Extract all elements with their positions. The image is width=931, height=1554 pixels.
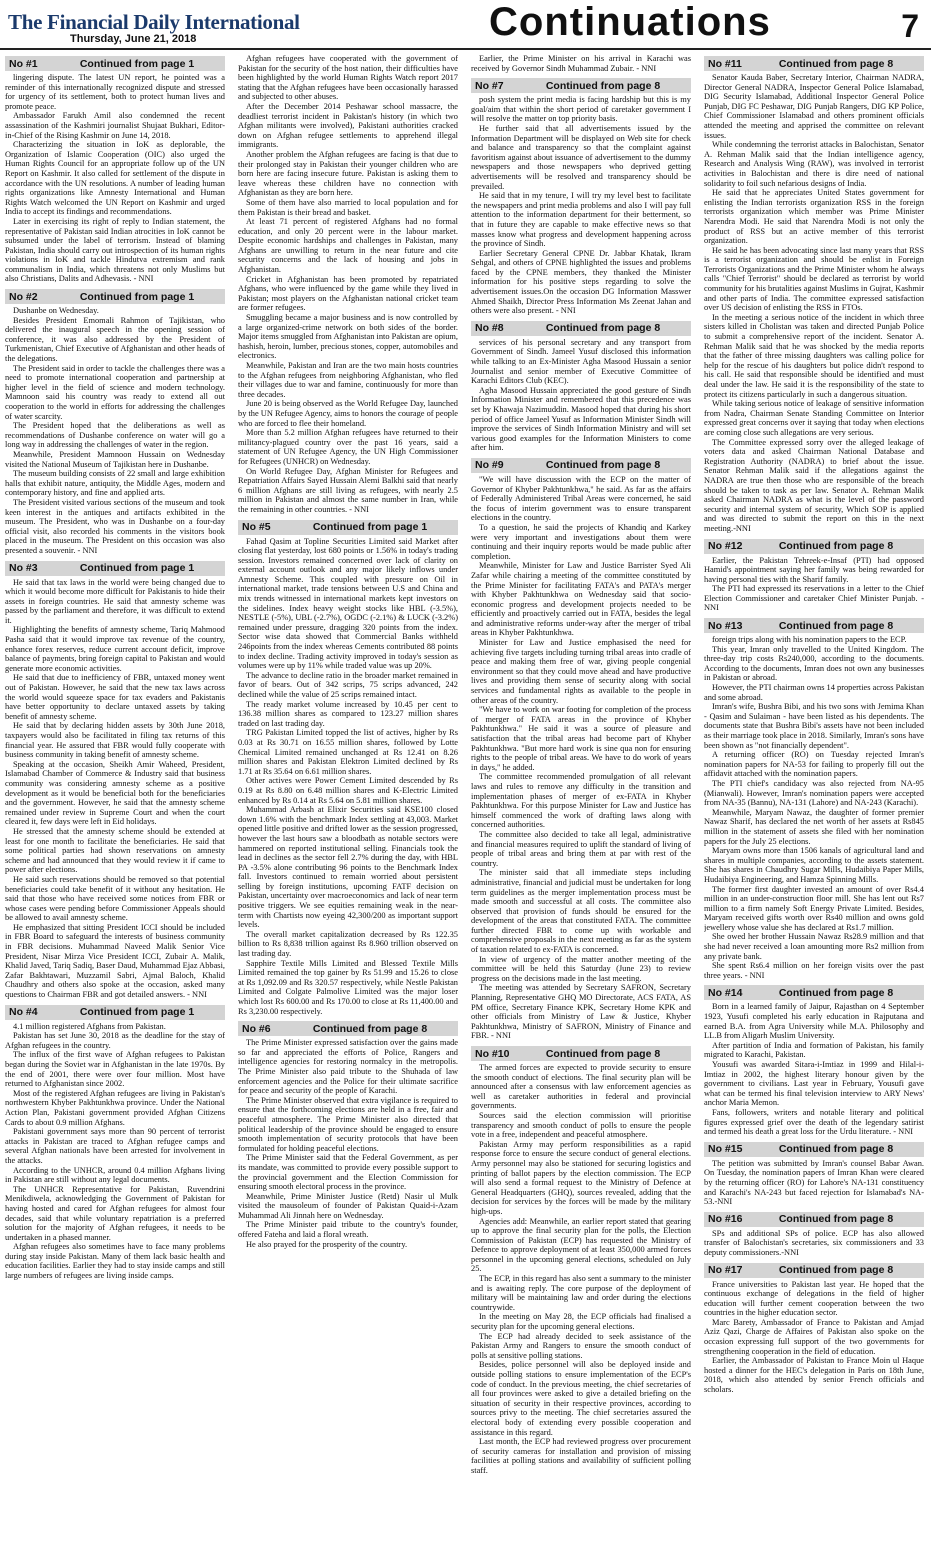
paragraph: lingering dispute. The latest UN report, he pointed was a reminder of this internationally recognized dispute and stressed for urgency of its settlement, both to protect human lives and promote peace. (5, 73, 225, 111)
story (704, 539, 924, 614)
story-header (704, 1263, 924, 1278)
paragraph: After partition of India and formation of Pakistan, his family migrated to Karachi, Pakistan. (704, 1040, 924, 1060)
paragraph: The petition was submitted by Imran's counsel Babar Awan. On Tuesday, the nomination papers of Imran Khan were cleared by the returning officer (RO) for Lahore's NA-131 constituency and Karachi's NA-243 but faced rejection for Islamabad's NA-53.-NNI (704, 1158, 924, 1207)
story-header (704, 985, 924, 1000)
paragraph: He also prayed for the prosperity of the country. (246, 1239, 408, 1249)
story-number: No #12 (708, 540, 743, 552)
paragraph: Characterizing the situation in IoK as deplorable, the Organization of Islamic Cooperation (OIC) also urged the Human Rights Council for an appropriate follow up of the UN Report on Kashmir. It also called for settlement of the dispute in accordance with the UN resolutions. A number of leading human rights organizations like Amnesty International and Human Rights Watch welcomed the UN Report on Kashmir and urged India to accept its findings and recommendations. (5, 140, 225, 217)
column-2 (238, 54, 458, 1548)
paragraph: He said such reservations should be removed so that potential beneficiaries could take benefit of it without any hesitation. He said that those who have received some notices from FBR or whose cases were pending before Commissioner Appeals should be allowed to avail amnesty scheme. (5, 874, 225, 923)
paragraph: The former first daughter invested an amount of over Rs4.4 million in an under-construction floor mill. She has lent out Rs7 million to a firm namely Soft Energy Private Limited. Besides, Maryam received gifts worth over Rs40 million and owns gold jewellery whose value she has declared at Rs1.7 million. (704, 884, 924, 932)
paragraph: The committee recommended promulgation of all relevant laws and rules to remove any difficulty in the transition and implementation phases of merger of ex-FATA in Khyber Pakhtunkhwa. For this purpose Minister for Law and Justice has himself commenced the work of drafting laws along with concerned authorities. (471, 772, 691, 830)
paragraph: Earlier Secretary General CPNE Dr. Jabbar Khatak, Ikram Sehgal, and others of CPNE highlighted the issues and problems faced by the CPNE members, they thanked the Minister information for his positive steps regarding to solve the advertisement issues.On the occasion DG Information Masswer Ahmed Shaikh, Director Press Information Ms Zeenat Jahan and others were also present. - NNI (471, 248, 691, 316)
continued-from-label: Continued from page 1 (79, 57, 195, 70)
paragraph: However, the PTI chairman owns 14 properties across Pakistan and some abroad. (704, 683, 924, 702)
paragraph: Fans, followers, writers and notable literary and political figures expressed grief over the death of the legendary satirist and termed his death a great loss for the Urdu literature. - NNI (704, 1107, 924, 1137)
paragraph: The President hoped that the deliberations as well as recommendations of Dushanbe conference on water will go a long way in addressing the challenges of water in the region. (5, 421, 225, 450)
paragraph: In the meeting a serious notice of the incident in which three sisters killed in Cholistan was taken and directed Punjab Police to submit a comprehensive report of the incident. Senator A. Rehman Malik said that he was shocked by the media reports that the father of three missing daughters was calling police for help for the rescue of his daughters but police didn't respond to his call. He said that responsible should be identified and must deal under the law. He said it is the responsibility of the state to protect its citizens particularly in such a dangerous situation. (704, 312, 924, 399)
paragraph: He said that by declaring hidden assets by 30th June 2018, taxpayers would also be facilitated in filing tax returns of this financial year. He assured that FBR would fully cooperate with business community in taking benefit of amnesty scheme. (5, 721, 225, 760)
paragraph: France universities to Pakistan last year. He hoped that the continuous exchange of delegations in the field of higher education will further cement cooperation between the two countries in the higher education sector. (704, 1279, 924, 1318)
paragraph: The President visited various sections of the museum and took keen interest in the antiques and artifacts exhibited in the museum. The President, who was in Dushanbe on a four-day official visit, also recorded his comments in the visitors book placed in the museum. The President on this occasion was also presented a souvenir. - NNI (5, 497, 225, 555)
paragraph: The Prime Minister paid tribute to the country's founder, offered Fateha and laid a floral wreath. (238, 1220, 458, 1240)
paragraph: Earlier, the Ambassador of Pakistan to France Moin ul Haque hosted a dinner for the HEC's delegation in Paris on 18th June, 2018, which also attended by senior French officials and scholars. (704, 1356, 924, 1395)
paragraph: In the meeting on May 28, the ECP officials had finalised a security plan for the upcoming general elections. (471, 1312, 691, 1332)
paragraph: Later in exercising its right of reply to Indian statement, the representative of Pakistan said Indian atrocities in IoK cannot be subsumed under the label of terrorism. Instead of blaming Pakistan, India should carry out introspection of its human rights violations in IoK and tackle Hindutva extremism and rank communalism in India, which threatens not only Muslims but also Christians, Dalits and Adhevasis. - NNI (5, 216, 225, 284)
news-columns (5, 54, 926, 1548)
paragraph: SPs and additional SPs of police. ECP has also allowed transfer of Balochistan's secretaries, six commissioners and 33 deputy commissioners.-NNI (704, 1228, 924, 1257)
paragraph: Besides President Emomali Rahmon of Tajikistan, who delivered the inaugural speech in the opening session of conference, it was also addressed by the President of Turkmenistan, Chief Executive of Afghanistan and other heads of the delegations. (5, 315, 225, 364)
story-header (471, 321, 691, 336)
paragraph: The meeting was attended by Secretary SAFRON, Secretary Planning, Representative GHQ MO Directorate, ACS FATA, AS PM office, Secretary Finance KPK, Secretary Home KPK and other officials from Ministry of Law & Justice, Khyber Pakhtunkhwa, Ministry of SAFRON, Ministry of Finance and FBR. - NNI (471, 983, 691, 1041)
paragraph: Meanwhile, Maryam Nawaz, the daughter of former premier Nawaz Sharif, has declared the net worth of her assets at Rs845 million in the statement of assets she filed with her nomination papers for the July 25 elections. (704, 807, 924, 846)
paragraph: On World Refugee Day, Afghan Minister for Refugees and Repatriation Affairs Sayed Hussain Alemi Balkhi said that nearly 6 million Afghans are still living as refugees, with nearly 2.5 million in Pakistan and almost the same number in Iran, while the remaining in other countries. - NNI (238, 466, 458, 514)
continued-from-label: Continued from page 1 (79, 1006, 195, 1019)
paragraph: Highlighting the benefits of amnesty scheme, Tariq Mahmood Pasha said that it would improve tax revenue of the country, enhance forex reserves, reduce current account deficit, improve balance of payments, bring foreign capital to Pakistan and would generate more economic activities. (5, 625, 225, 673)
story (5, 561, 225, 1000)
continued-from-label: Continued from page 8 (778, 1213, 894, 1226)
continued-from-label: Continued from page 8 (778, 1143, 894, 1156)
continued-from-label: Continued from page 8 (778, 540, 894, 552)
paragraph: A returning officer (RO) on Tuesday rejected Imran's nomination papers for NA-53 for failing to properly fill out the affidavit attached with the nomination papers. (704, 750, 924, 779)
paragraph: Maryam owns more than 1506 kanals of agricultural land and shares in multiple companies, according to the assets statement. She has shares in Chaudhry Sugar Mills, Hudaibiya Paper Mills, Hudaibiya Engineering, and Hamza Spinning Mills. (704, 846, 924, 884)
continued-from-label: Continued from page 8 (545, 459, 661, 472)
paragraph: "We will have discussion with the ECP on the matter of Governor of Khyber Pakhtunkhwa," he said. As far as the affairs of Federally Administered Tribal Areas were concerned, he said the focus of interim government was to ensure transparent elections in the country. (471, 474, 691, 523)
story-header (5, 289, 225, 304)
story-number: No #8 (475, 322, 504, 335)
paragraph: services of his personal secretary and any transport from Government of Sindh. Jameel Yusuf disclosed this information while talking to an Ex-Minister Agha Masood Hussain a senior Journalist and senior member of Executive Committee of Karachi Editors Club (KEC). (471, 337, 691, 386)
story (471, 54, 691, 73)
dateline: Thursday, June 21, 2018 (70, 33, 197, 45)
continued-from-label: Continued from page 8 (778, 57, 894, 70)
paragraph: Cricket in Afghanistan has been promoted by repatriated Afghans, who were influenced by the game while they lived in Pakistan; most players on the Afghanistan national cricket team are former refugees. (238, 274, 458, 313)
story-header (704, 56, 924, 71)
paragraph: The PTI chief's candidacy was also rejected from NA-95 (Mianwali). However, Imran's nomination papers were accepted from NA-35 (Bannu), NA-131 (Lahore) and NA-243 (Karachi). (704, 778, 924, 808)
story (238, 54, 458, 515)
story-header (471, 78, 691, 93)
continued-from-label: Continued from page 8 (545, 79, 661, 92)
paragraph: He emphasized that sitting President ICCI should be included in FBR Board to safeguard the interests of business community in FBR decisions. Muhammad Naveed Malik Senior Vice President, Nisar Mirza Vice President ICCI, Zubair A. Malik, Khalid Javed, Tariq Sadiq, Baser Daud, Muhammad Ejaz Abbasi, Zafar Bakhtawari, Muzzamil Sabri, Ajmal Baloch, Khalid Chaudhry and others also spoke at the occasion, asked many questions to Chairman FBR and got detailed answers. - NNI (5, 922, 225, 1000)
paragraph: The President said in order to tackle the challenges there was a need to promote international cooperation and partnership at higher level in the field of science and modern technology. Mamnoon said his country was ready to extend all out cooperation to the world in efforts for addressing the challenges of water scarcity. (5, 363, 225, 421)
paragraph: Pakistan Army may perform responsibilities as a rapid response force to ensure the secure conduct of general elections. Army personnel may also be stationed for securing logistics and printing of ballot papers by the election commission. The ECP will also send a formal request to the Ministry of Defence at General Headquarters (GHQ), sources revealed, adding that the decision for services by the forces will be made by the military high-ups. (471, 1139, 691, 1216)
story (704, 618, 924, 980)
paragraph: TRG Pakistan Limited topped the list of actives, higher by Rs 0.03 at Rs 30.71 on 16.55 million shares, followed by Lotte Chemical Limited remained unchanged at Rs 12.41 on 8.26 million shares and Pakistan Elektron Limited declined by Rs 1.71 at Rs 35.64 on 6.61 million shares. (238, 728, 458, 776)
story-number: No #17 (708, 1264, 743, 1276)
paragraph: The committee also decided to take all legal, administrative and financial measures required to uplift the standard of living of people of tribal areas and bring them at par with rest of the country. (471, 829, 691, 868)
paragraph: Afghan refugees also sometimes have to face many problems during stay inside Pakistan. Many of them lack basic health and education facilities. Earlier they had to stay inside camps and still large numbers of refugees are living inside camps. (5, 1242, 225, 1281)
continued-from-label: Continued from page 8 (312, 1022, 428, 1035)
paragraph: The armed forces are expected to provide security to ensure the smooth conduct of elections. The final security plan will be announced after a consensus with law enforcement agencies as well as caretaker authorities in federal and provincial governments. (471, 1063, 691, 1111)
paragraph: Most of the registered Afghan refugees are living in Pakistan's northwestern Khyber Pakhtunkhwa province. Under the National Action Plan, Pakistani government provided Afghan Citizens Cards to about 0.9 million Afghans. (5, 1088, 225, 1127)
paragraph: The influx of the first wave of Afghan refugees to Pakistan began during the Soviet war in Afghanistan in the late 1970s. By the end of 2001, there were over four million. Most have returned to Afghanistan since 2002. (5, 1050, 225, 1089)
paragraph: Sources said the election commission will prioritise transparency and smooth conduct of polls to ensure the people vote in a free, independent and peaceful atmosphere. (471, 1110, 691, 1140)
story-header (704, 539, 924, 554)
paragraph: Fahad Qasim at Topline Securities Limited said Market after closing flat yesterday, lost 680 points or 1.56% in today's trading session. Investors remained concerned over lack of clarity on external account outlook and any major likely inflows under Amnesty Scheme. This coupled with pressure on Oil in international market, trade tensions between U.S and China and mix trends witnessed in international markets kept investors on the sidelines. Index heavy weight stocks like HBL (-3.5%), NESTLE (-5%), UBL (-2.7%), OGDC (-2.1%) & LUCK (-3.2%) remained under pressure, dragging 320 points from the index. Sector wise data showed that Commercial Banks withheld 246points from the index whereas Cements contributed 88 points to index decline. Trading activity improved in today's session as volumes were up by 11% while traded value was up 20%. (238, 536, 458, 671)
story (5, 1005, 225, 1281)
paragraph: The overall market capitalization decreased by Rs 122.35 billion to Rs 8,838 trillion against Rs 8.960 trillion observed on last trading day. (238, 929, 458, 959)
paragraph: Ambassador Farukh Amil also condemned the recent assassination of the Kashmiri journalist Shujaat Bukhari, Editor-in-Chief of the Rising Kashmir on June 14, 2018. (5, 111, 225, 140)
paragraph: The advance to decline ratio in the broader market remained in favor of bears. Out of 342 scrips, 75 scrips advanced, 242 declined while the value of 25 scrips remained intact. (238, 670, 458, 699)
paragraph: The Prime Minister observed that extra vigilance is required to ensure that the forthcoming elections are held in a free, fair and peaceful atmosphere. The Prime Minister also directed that political leadership of the province should be engaged to ensure smooth implementation of security protocols that have been formulated for holding peaceful elections. (238, 1095, 458, 1153)
story-header (238, 1021, 458, 1036)
paragraph: According to the UNHCR, around 0.4 million Afghans living in Pakistan are still without any legal documents. (5, 1165, 225, 1185)
paragraph: 4.1 million registered Afghans from Pakistan. (13, 1021, 166, 1031)
story (704, 56, 924, 534)
story (704, 1142, 924, 1207)
paragraph: Marc Barety, Ambassador of France to Pakistan and Amjad Aziz Qazi, Charge de Affaires of Pakistan also spoke on the occasion expressing full support of the two governments for strengthening cooperation in the field of education. (704, 1317, 924, 1356)
paragraph: Yousufi was awarded Sitara-i-Imtiaz in 1999 and Hilal-i-Imtiaz in 2002, the highest literary honour given by the government to civilians. Last year in February, Yousufi gave what can be termed his final television interview to ARY News' anchor Maria Memon. (704, 1060, 924, 1108)
paragraph: Other actives were Power Cement Limited descended by Rs 0.19 at Rs 8.80 on 6.48 million shares and K-Electric Limited enhanced by Rs 0.14 at Rs 5.64 on 5.81 million shares. (238, 776, 458, 805)
paragraph: The minister said that all immediate steps including administrative, financial and judicial must be undertaken for long term guidelines as the merger implementation process must be made smooth and successful at all costs. The committee also observed that provision of funds should be ensured for the development of the areas that constituted FATA. The committee further directed FBR to come up with workable and comprehensive proposals in the next meeting as far as the system of taxation related to ex-FATA is concerned. (471, 868, 691, 955)
paragraph: He said that he appreciates United States government for enlisting the Indian terrorists organization RSS in the foreign terrorists organization which member was Prime Minister Narendra Modi. He said that Narendra Modi is not only the product of RSS but an active member of this terrorist organization. (704, 188, 924, 246)
story-number: No #16 (708, 1213, 743, 1226)
story-header (471, 1046, 691, 1061)
continued-from-label: Continued from page 1 (312, 521, 428, 533)
story-number: No #14 (708, 986, 743, 999)
continued-from-label: Continued from page 8 (778, 619, 894, 632)
continued-from-label: Continued from page 1 (79, 290, 195, 303)
continued-from-label: Continued from page 8 (778, 986, 894, 999)
paragraph: Speaking at the occasion, Sheikh Amir Waheed, President, Islamabad Chamber of Commerce & Industry said that business community was considering amnesty scheme as a positive development as it would be beneficial both for the beneficiaries and the government. However, he said that the amnesty scheme remained under review in Supreme Court and when the court cleared it, few days were left in Eid holidays. (5, 759, 225, 827)
paragraph: Earlier, the Pakistan Tehreek-e-Insaf (PTI) had opposed Hamid's appointment saying her family was being rewarded for having personal ties with the Sharif family. (704, 555, 924, 584)
continued-from-label: Continued from page 8 (778, 1264, 894, 1276)
story-header (238, 520, 458, 535)
paragraph: She spent Rs6.4 million on her foreign visits over the past three years. - NNI (704, 961, 924, 980)
paragraph: Last month, the ECP had reviewed progress over procurement of security cameras for installation and provision of missing facilities at polling stations and availability of sufficient polling staff. (471, 1437, 691, 1475)
story (704, 1263, 924, 1395)
column-4 (704, 54, 924, 1548)
paragraph: Dushanbe on Wednesday. (13, 306, 99, 316)
story-number: No #13 (708, 619, 743, 632)
paragraph: Meanwhile, Pakistan and Iran are the two main hosts countries to the Afghan refugees from neighboring Afghanistan, who fled their villages due to war and famine, continuously for more than three decades. (238, 361, 458, 399)
story-header (5, 561, 225, 576)
story-number: No #5 (242, 521, 271, 533)
story-header (471, 458, 691, 473)
paragraph: The Prime Minister said that the Federal Government, as per its mandate, was committed to provide every possible support to the provincial government and the Election Commission for ensuring smooth electoral process in the province. (238, 1153, 458, 1192)
paragraph: To a question, he said the projects of Khandiq and Karkey were very important and investigations about them were continuing and their inquiry reports would be made public after completion. (471, 522, 691, 561)
paragraph: Sapphire Textile Mills Limited and Blessed Textile Mills Limited remained the top gainer by Rs 51.99 and 15.26 to close at Rs 1,092.09 and Rs 320.57 respectively, while Nestle Pakistan Limited and Colgate Palmolive Limited was the major loser which lost Rs 600.00 and Rs 170.00 to close at Rs 11,400.00 and Rs 3,230.00 respectively. (238, 958, 458, 1016)
story-header (5, 1005, 225, 1020)
story-number: No #15 (708, 1143, 743, 1156)
continued-from-label: Continued from page 8 (545, 1047, 661, 1060)
paragraph: The ECP had already decided to seek assistance of the Pakistan Army and Rangers to ensure the smooth conduct of polls at sensitive polling stations. (471, 1331, 691, 1360)
paragraph: posh system the print media is facing hardship but this is my goal/aim that within the short period of caretaker government I will resolve the matter on top priority basis. (471, 95, 691, 124)
story-number: No #6 (242, 1022, 271, 1035)
story (5, 289, 225, 555)
story-number: No #11 (708, 57, 742, 70)
story-header (5, 56, 225, 71)
paragraph: While condemning the terrorist attacks in Balochistan, Senator A. Rehman Malik said that the Indian intelligence agency, Research and Analysis Wing (RAW), was involved in terrorist activities in Balochistan and there is dire need of national solidarity to foil such nefarious designs of India. (704, 140, 924, 188)
story (704, 985, 924, 1136)
paragraph: Some of them have also married to local population and for them Pakistan is their bread and basket. (238, 197, 458, 217)
column-1 (5, 54, 225, 1548)
paragraph: June 20 is being observed as the World Refugee Day, launched by the UN Refugee Agency, aims to honors the courage of people who are forced to flee their homeland. (238, 399, 458, 428)
paragraph: Pakistani government says more than 90 percent of terrorist attacks in Pakistan are traced to Afghan refugee camps and several Afghan nationals have been arrested for involvement in the attacks. (5, 1127, 225, 1165)
section-title: Continuations (489, 0, 771, 44)
paragraph: While taking serious notice of leakage of sensitive information from Nadra, Chairman Senate Standing Committee on Interior expressed great concerns over it saying that today when elections are coming close such allegations are very serious. (704, 399, 924, 437)
paragraph: foreign trips along with his nomination papers to the ECP. (712, 635, 907, 645)
story-header (704, 618, 924, 633)
continued-from-label: Continued from page 1 (79, 562, 195, 574)
paragraph: This year, Imran only travelled to the United Kingdom. The three-day trip costs Rs240,000, according to the documents. According to the documents, Imran does not own any businesses in Pakistan or abroad. (704, 644, 924, 683)
paragraph: Meanwhile, Minister for Law and Justice Barrister Syed Ali Zafar while chairing a meeting of the committee constituted by the Prime Minister for facilitating FATA's and PATA's merger with Khyber Pakhtunkhwa on Wednesday said that socio-economic progress and development projects needed to be efficiently and proactively carried out in FATA, besides the legal and administrative reforms under-way after the merger of tribal areas in Khyber Pakhtunkhwa. (471, 561, 691, 638)
story (471, 458, 691, 1041)
paragraph: The museum building consists of 22 small and large exhibition halls that exhibit nature, antiquity, the Middle Ages, modern and contemporary history, and fine and applied arts. (5, 469, 225, 498)
story-header (704, 1142, 924, 1157)
paragraph: The ECP, in this regard has also sent a summary to the minister and is awaiting reply. The core purpose of the deployment of military will be maintaining law and order during the elections countrywide. (471, 1274, 691, 1312)
masthead (0, 0, 931, 50)
paragraph: Agha Masood Hussain appreciated the good gesture of Sindh Information Minister and remembered that this precedence was set by Khawaja Nazimuddin. Masood hoped that during his short period of office Jameel Yusuf as Information Minister Sindh will improve the services of Sindh Information Ministry and will set various good examples for the Information Ministers to come after him. (471, 385, 691, 453)
paragraph: Another problem the Afghan refugees are facing is that due to their prolonged stay in Pakistan their younger children who are born here are facing insecure future. Pakistan is asking them to leave whereas these children have no connection with Afghanistan as they are born here. (238, 149, 458, 198)
paragraph: In view of urgency of the matter another meeting of the committee will be held this Saturday (June 23) to review progress on the decisions made in the last meeting. (471, 954, 691, 983)
story-number: No #1 (9, 57, 38, 70)
paragraph: She owed her brother Hussain Nawaz Rs28.9 million and that she had never received a loan amounting more Rs2 million from any private bank. (704, 932, 924, 961)
story-number: No #3 (9, 562, 38, 574)
paragraph: He further said that all advertisements issued by the Information Department will be displayed on Web site for check and balance and transparency so that the complaint against favoritism against about issuance of advertisement to the dummy newspapers and those newspapers who deprived getting advertisements will be resolved and transparency should be prevailed. (471, 123, 691, 191)
story (471, 78, 691, 316)
column-3 (471, 54, 691, 1548)
story (238, 1021, 458, 1249)
page-number: 7 (901, 8, 919, 44)
story-number: No #9 (475, 459, 504, 472)
story-number: No #7 (475, 79, 504, 92)
paragraph: He said that in my tenure, I will try my level best to facilitate the newspapers and print media problems and also I will pay full attention to the information department for their betterment, so that in future they are capable to make effective news so that masses know what progress and development happening across the province of Sindh. (471, 191, 691, 249)
story (704, 1212, 924, 1258)
paper-name: The Financial Daily International (8, 10, 300, 34)
paragraph: At least 71 percent of registered Afghans had no formal education, and only 20 percent were in the labour market. Despite economic hardships and challenges in Pakistan, many Afghans are unwilling to return in the near future and cite security concerns and the lack of housing and jobs in Afghanistan. (238, 217, 458, 275)
story (5, 56, 225, 284)
paragraph: He said that due to inefficiency of FBR, untaxed money went out of Pakistan. However, he said that the new tax laws across the world would squeeze space for tax evaders and Pakistanis have better opportunity to declare untaxed assets by taking benefit of amnesty scheme. (5, 673, 225, 721)
paragraph: Born in a learned family of Jaipur, Rajasthan on 4 September 1923, Yusufi completed his early education in Rajputana and earned B.A. from Agra University while M.A. Philosophy and LL.B from Aligarh Muslim University. (704, 1002, 924, 1041)
paragraph: He stressed that the amnesty scheme should be extended at least for one month to facilitate the beneficiaries. He said that some political parties had shown reservations on amnesty scheme and had announced that they would review it if came to power after elections. (5, 826, 225, 875)
paragraph: Meanwhile, President Mamnoon Hussain on Wednesday visited the National Museum of Tajikistan here in Dushanbe. (5, 449, 225, 469)
paragraph: Muhammad Arbash at Elixir Securities said KSE100 closed down 1.6% with the benchmark Index settling at 43,003. Market opened little positive and drifted lower as the session progressed, however the last hours saw a bloodbath as notable sectors were hammered on reported institutional selling. Financials took the lead in declines as the sector fell 2.7% during the day, with HBL PA -3.5% alone contributing 96 points to the Benchmark Index fall. Investors continued to remain worried about persistent selling by foreign institutions, upcoming FATF decision on Pakistan, uncertainty over macroeconomics and lack of near term positive triggers. We see equities remaining weak in the near-term with Chartists now eyeing 42,300/200 as important support levels. (238, 805, 458, 930)
story-header (704, 1212, 924, 1227)
story-number: No #10 (475, 1047, 510, 1060)
paragraph: The UNHCR Representative for Pakistan, Ruvendrini Menikdiwela, acknowledging the Government of Pakistan for having hosted and cared for Afghan refugees for almost four decades, said that while voluntary repatriation is a preferred solution for the majority of Afghan refugees, it needs to be undertaken in a phased manner. (5, 1184, 225, 1242)
paragraph: Meanwhile, Prime Minister Justice (Retd) Nasir ul Mulk visited the mausoleum of founder of Pakistan Quaid-i-Azam Muhammad Ali Jinnah here on Wednesday. (238, 1191, 458, 1220)
continued-from-label: Continued from page 8 (545, 322, 661, 335)
story-number: No #2 (9, 290, 38, 303)
paragraph: The ready market volume increased by 10.45 per cent to 136.38 million shares as compared to 123.27 million shares traded on last trading day. (238, 699, 458, 728)
paragraph: Agencies add: Meanwhile, an earlier report stated that gearing up to approve the final security plan for the polls, the Election Commission of Pakistan (ECP) has requested the Ministry of Defence to approve deployment of at least 350,000 armed forces personnel in the upcoming general elections, scheduled on July 25. (471, 1216, 691, 1274)
paragraph: He said he has been advocating since last many years that RSS is a terrorist organization and should be enlist in Foreign Terrorists Organizations and the Prime Minister whom he always calls "Chief Terrorist" should be declared as terrorist by world community for his brutalities against Muslims in Gujrat, Kashmir and other parts of India. The committee expressed satisfaction over US decision of enlisting the RSS in FTOs. (704, 245, 924, 313)
paragraph: Imran's wife, Bushra Bibi, and his two sons with Jemima Khan - Qasim and Sulaiman - have been listed as his dependents. The documents state that Bushra Bibi's assets have not been included as their marriage took place in 2018. Similarly, Imran's sons have been shown as "not financially dependent". (704, 702, 924, 750)
story (238, 520, 458, 1017)
paragraph: Earlier, the Prime Minister on his arrival in Karachi was received by Governor Sindh Muhammad Zubair. - NNI (471, 54, 691, 73)
paragraph: The Committee expressed sorry over the alleged leakage of voters data and asked Chairman National Database and Registration Authority (NADRA) to brief about the issue. Senator Rehman Malik said if the allegations against the NADRA are true then those who are responsible of the breach should be taken to task as per law. Senator A. Rehman Malik asked Chairman NADRA as what is the level of the password security and internal system of security, Which SOP is applied and was directed to submit the report on this in the next meeting.-NNI (704, 437, 924, 533)
paragraph: Smuggling became a major business and is now controlled by a large organized-crime network on both sides of the border. Major items smuggled from Afghanistan into Pakistan are opium, hashish, heroin, lumber, precious stones, copper, automobiles and electronics. (238, 313, 458, 361)
paragraph: The PTI had expressed its reservations in a letter to the Chief Election Commissioner and caretaker Chief Minister Punjab. - NNI (704, 584, 924, 613)
story (471, 321, 691, 453)
paragraph: Senator Kauda Baber, Secretary Interior, Chairman NADRA, Director General NADRA, Inspector General Police Islamabad, DIG Security Islamabad, Additional Inspector General Police Punjab, DIG FC Peshawar, DIG Punjab Rangers, DIG KP Police, Chief Commissioner Islamabad and others prominent officials attended the meeting and apprised the committee on relevant issues. (704, 73, 924, 140)
paragraph: Afghan refugees have cooperated with the government of Pakistan for the security of the host nation, their difficulties have been highlighted by the world Human Rights Watch report 2017 stating that the Afghan refugees have been occasionally harassed and subjected to other abuses. (238, 54, 458, 102)
story (471, 1046, 691, 1476)
paragraph: Besides, police personnel will also be deployed inside and outside polling stations to ensure implementation of the ECP's code of conduct. In the previous meeting, the chief secretaries of all four provinces were asked to give a detailed briefing on the situation of security in their respective provinces, according to sources privy to the meeting. The chief secretaries assured the electoral body of extending every possible cooperation and assistance in this regard. (471, 1360, 691, 1437)
paragraph: The Prime Minister expressed satisfaction over the gains made so far and appreciated the efforts of Police, Rangers and intelligence agencies for restoring normalcy in the metropolis. The Prime Minister also paid tribute to the Shuhada of law enforcement agencies and the Police for their ultimate sacrifice for peace and security of the people of Karachi. (238, 1038, 458, 1096)
paragraph: Pakistan has set June 30, 2018 as the deadline for the stay of Afghan refugees in the country. (5, 1031, 225, 1050)
paragraph: Minister for Law and Justice emphasised the need for achieving five targets including turning tribal areas into cradle of peace and making them free of war, giving people congenial environment so that they could move ahead and have productive lives and providing them sense of security along with social services and fundamental rights as available to the people in other areas of the country. (471, 638, 691, 705)
story-number: No #4 (9, 1006, 38, 1019)
paragraph: More than 5.2 million Afghan refugees have returned to their militancy-plagued country over the past 16 years, said a statement of UN Refugee Agency, the UN High Commissioner for Refugees (UNHCR) on Wednesday. (238, 428, 458, 466)
paragraph: "We have to work on war footing for completion of the process of merger of FATA areas in the province of Khyber Pakhtunkhwa." He said it was a source of pleasure and satisfaction that the tribal areas had become part of Khyber Pakhtunkhwa. "But more hard work is sine qua non for ensuring rights to the people of tribal areas. We have to do work of years in days," he added. (471, 705, 691, 772)
paragraph: He said that tax laws in the world were being changed due to which it would become more difficult for Pakistanis to hide their assets in foreign countries. He said that amnesty scheme was passed by the parliament and therefore, it was difficult to extend it. (5, 577, 225, 625)
paragraph: After the December 2014 Peshawar school massacre, the deadliest terrorist incident in Pakistan's history (in which two Afghan militants were involved), Pakistani authorities cracked down on Afghan refugee settlements to apprehend illegal immigrants. (238, 101, 458, 150)
